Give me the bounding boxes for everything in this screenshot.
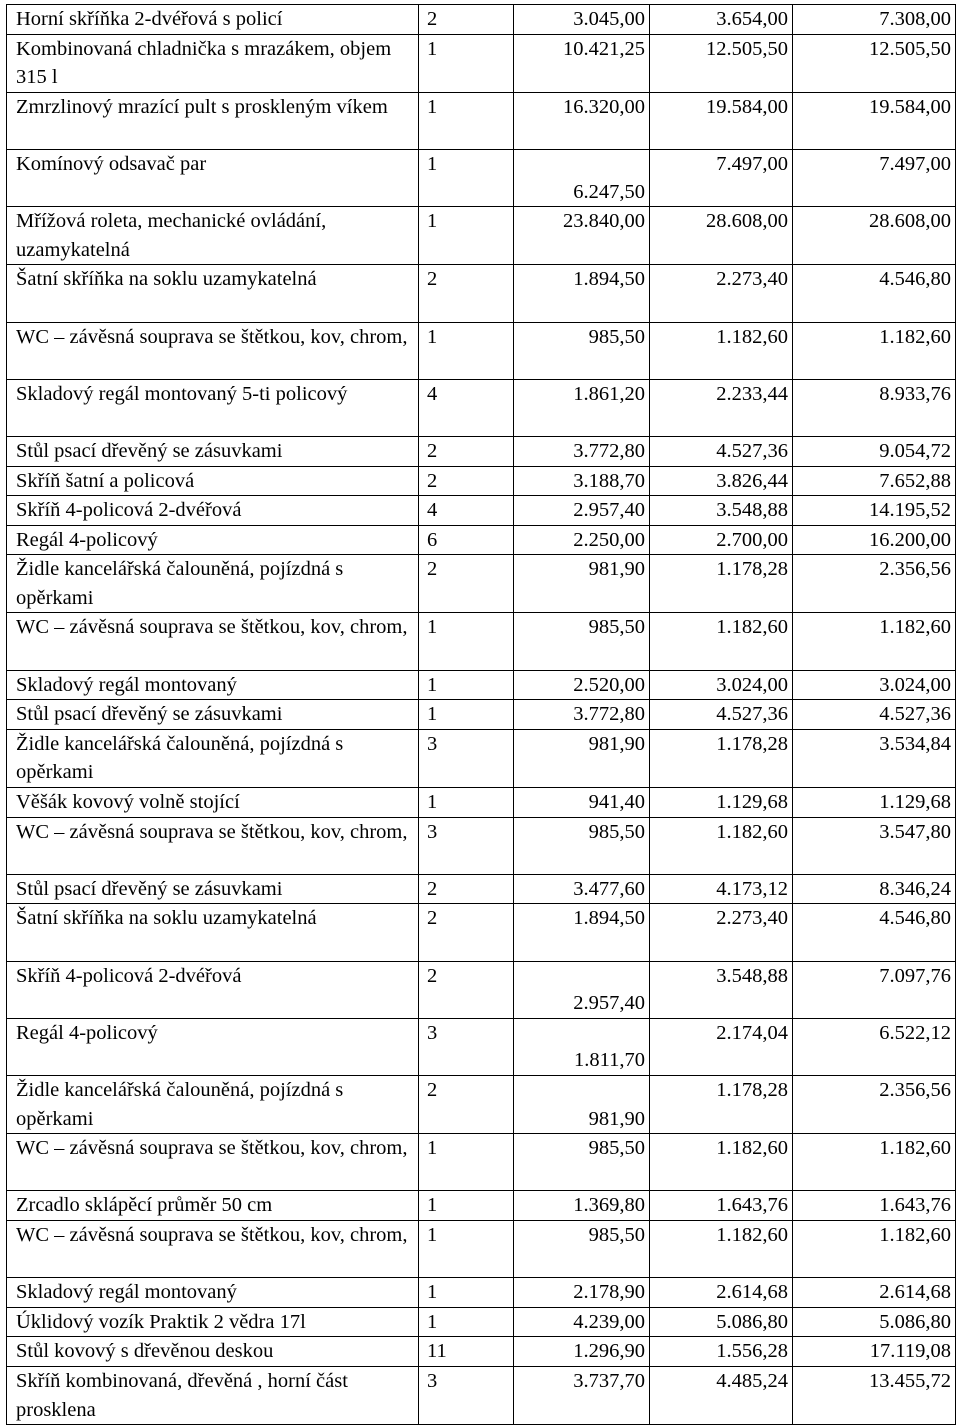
table-row (7, 265, 956, 322)
table-row (7, 525, 956, 555)
item-total-cell: 9.054,72 (793, 436, 956, 466)
item-unit-price-vat-cell: 12.505,50 (650, 34, 793, 92)
item-total-cell: 4.546,80 (793, 265, 956, 322)
item-total-cell: 4.527,36 (793, 700, 956, 730)
item-total-cell: 1.182,60 (793, 613, 956, 670)
item-name-cell: Šatní skříňka na soklu uzamykatelná (7, 904, 419, 961)
item-name-cell: Kombinovaná chladnička s mrazákem, objem 315 l (7, 34, 419, 92)
table-row (7, 92, 956, 149)
item-unit-price-cell: 16.320,00 (514, 92, 650, 149)
item-unit-price-cell: 3.772,80 (514, 436, 650, 466)
item-qty-cell: 2 (419, 904, 514, 961)
item-unit-price-cell: 2.520,00 (514, 670, 650, 700)
item-unit-price-vat-cell: 1.182,60 (650, 1220, 793, 1277)
item-qty-cell: 1 (419, 1278, 514, 1308)
item-total-cell: 14.195,52 (793, 496, 956, 526)
item-unit-price-cell: 1.369,80 (514, 1191, 650, 1221)
item-unit-price-cell: 1.811,70 (514, 1018, 650, 1075)
item-name-cell: WC – závěsná souprava se štětkou, kov, chrom, (7, 817, 419, 874)
item-name-cell: Regál 4-policový (7, 1018, 419, 1075)
item-unit-price-vat-cell: 5.086,80 (650, 1307, 793, 1337)
item-total-cell: 7.652,88 (793, 466, 956, 496)
item-unit-price-cell: 2.250,00 (514, 525, 650, 555)
item-total-cell: 19.584,00 (793, 92, 956, 149)
table-row (7, 670, 956, 700)
item-total-cell: 6.522,12 (793, 1018, 956, 1075)
table-row (7, 874, 956, 904)
item-unit-price-cell: 1.894,50 (514, 904, 650, 961)
table-row (7, 322, 956, 379)
item-unit-price-vat-cell: 1.182,60 (650, 613, 793, 670)
item-qty-cell: 2 (419, 466, 514, 496)
item-total-cell: 7.097,76 (793, 961, 956, 1018)
table-row (7, 700, 956, 730)
item-unit-price-cell: 985,50 (514, 1220, 650, 1277)
item-total-cell: 3.547,80 (793, 817, 956, 874)
item-name-cell: Horní skříňka 2-dvéřová s policí (7, 5, 419, 35)
item-unit-price-vat-cell: 1.129,68 (650, 788, 793, 818)
item-unit-price-cell: 1.861,20 (514, 379, 650, 436)
item-qty-cell: 1 (419, 34, 514, 92)
item-unit-price-cell: 3.188,70 (514, 466, 650, 496)
item-unit-price-vat-cell: 3.548,88 (650, 961, 793, 1018)
item-unit-price-cell: 981,90 (514, 555, 650, 613)
item-qty-cell: 4 (419, 379, 514, 436)
item-unit-price-cell: 1.296,90 (514, 1337, 650, 1367)
item-unit-price-vat-cell: 3.548,88 (650, 496, 793, 526)
item-name-cell: Stůl kovový s dřevěnou deskou (7, 1337, 419, 1367)
item-unit-price-vat-cell: 4.173,12 (650, 874, 793, 904)
table-row (7, 788, 956, 818)
item-name-cell: Úklidový vozík Praktik 2 vědra 17l (7, 1307, 419, 1337)
item-qty-cell: 11 (419, 1337, 514, 1367)
item-unit-price-cell: 3.477,60 (514, 874, 650, 904)
item-name-cell: Židle kancelářská čalouněná, pojízdná s opěrkami (7, 555, 419, 613)
item-name-cell: Skříň šatní a policová (7, 466, 419, 496)
item-unit-price-vat-cell: 7.497,00 (650, 149, 793, 206)
item-unit-price-vat-cell: 4.485,24 (650, 1366, 793, 1424)
item-qty-cell: 2 (419, 5, 514, 35)
item-qty-cell: 1 (419, 700, 514, 730)
table-row (7, 34, 956, 92)
item-name-cell: Stůl psací dřevěný se zásuvkami (7, 874, 419, 904)
item-unit-price-vat-cell: 19.584,00 (650, 92, 793, 149)
table-row (7, 1018, 956, 1075)
item-unit-price-cell: 23.840,00 (514, 207, 650, 265)
item-unit-price-cell: 2.178,90 (514, 1278, 650, 1308)
item-unit-price-vat-cell: 4.527,36 (650, 436, 793, 466)
table-row (7, 1278, 956, 1308)
table-row (7, 1075, 956, 1133)
item-unit-price-cell: 3.772,80 (514, 700, 650, 730)
item-name-cell: Stůl psací dřevěný se zásuvkami (7, 700, 419, 730)
item-unit-price-vat-cell: 1.182,60 (650, 817, 793, 874)
table-row (7, 613, 956, 670)
item-total-cell: 2.356,56 (793, 555, 956, 613)
table-row (7, 379, 956, 436)
item-name-cell: WC – závěsná souprava se štětkou, kov, chrom, (7, 322, 419, 379)
item-total-cell: 2.614,68 (793, 1278, 956, 1308)
item-qty-cell: 3 (419, 1018, 514, 1075)
table-row (7, 729, 956, 787)
item-qty-cell: 1 (419, 207, 514, 265)
items-table-body (7, 5, 956, 1425)
item-unit-price-cell: 981,90 (514, 729, 650, 787)
item-unit-price-cell: 6.247,50 (514, 149, 650, 206)
item-name-cell: WC – závěsná souprava se štětkou, kov, chrom, (7, 1134, 419, 1191)
item-name-cell: Skříň 4-policová 2-dvéřová (7, 496, 419, 526)
item-unit-price-cell: 3.045,00 (514, 5, 650, 35)
item-unit-price-vat-cell: 2.273,40 (650, 265, 793, 322)
item-total-cell: 1.643,76 (793, 1191, 956, 1221)
item-total-cell: 1.182,60 (793, 322, 956, 379)
item-unit-price-vat-cell: 2.614,68 (650, 1278, 793, 1308)
table-row (7, 1366, 956, 1424)
item-unit-price-cell: 3.737,70 (514, 1366, 650, 1424)
item-qty-cell: 1 (419, 613, 514, 670)
item-unit-price-vat-cell: 1.178,28 (650, 729, 793, 787)
item-total-cell: 12.505,50 (793, 34, 956, 92)
item-total-cell: 4.546,80 (793, 904, 956, 961)
item-unit-price-cell: 2.957,40 (514, 961, 650, 1018)
item-unit-price-vat-cell: 1.178,28 (650, 555, 793, 613)
item-name-cell: Mřížová roleta, mechanické ovládání, uzamykatelná (7, 207, 419, 265)
item-unit-price-vat-cell: 1.182,60 (650, 322, 793, 379)
item-unit-price-vat-cell: 1.182,60 (650, 1134, 793, 1191)
item-name-cell: Skladový regál montovaný 5-ti policový (7, 379, 419, 436)
item-total-cell: 3.534,84 (793, 729, 956, 787)
item-unit-price-vat-cell: 2.273,40 (650, 904, 793, 961)
item-qty-cell: 1 (419, 92, 514, 149)
item-unit-price-cell: 2.957,40 (514, 496, 650, 526)
item-unit-price-cell: 985,50 (514, 817, 650, 874)
table-row (7, 1220, 956, 1277)
item-qty-cell: 1 (419, 1220, 514, 1277)
item-name-cell: Věšák kovový volně stojící (7, 788, 419, 818)
item-unit-price-vat-cell: 2.700,00 (650, 525, 793, 555)
item-unit-price-cell: 4.239,00 (514, 1307, 650, 1337)
item-name-cell: WC – závěsná souprava se štětkou, kov, chrom, (7, 613, 419, 670)
item-unit-price-cell: 981,90 (514, 1075, 650, 1133)
item-total-cell: 13.455,72 (793, 1366, 956, 1424)
item-qty-cell: 3 (419, 729, 514, 787)
item-total-cell: 8.346,24 (793, 874, 956, 904)
item-unit-price-vat-cell: 1.556,28 (650, 1337, 793, 1367)
item-unit-price-vat-cell: 1.643,76 (650, 1191, 793, 1221)
table-row (7, 904, 956, 961)
item-name-cell: Židle kancelářská čalouněná, pojízdná s opěrkami (7, 729, 419, 787)
item-qty-cell: 1 (419, 670, 514, 700)
table-row (7, 961, 956, 1018)
table-row (7, 1307, 956, 1337)
item-unit-price-vat-cell: 28.608,00 (650, 207, 793, 265)
item-name-cell: Komínový odsavač par (7, 149, 419, 206)
item-qty-cell: 2 (419, 265, 514, 322)
item-qty-cell: 1 (419, 788, 514, 818)
item-qty-cell: 2 (419, 961, 514, 1018)
item-qty-cell: 1 (419, 1191, 514, 1221)
item-unit-price-vat-cell: 3.024,00 (650, 670, 793, 700)
table-row (7, 1191, 956, 1221)
item-qty-cell: 1 (419, 1134, 514, 1191)
table-row (7, 436, 956, 466)
table-row (7, 5, 956, 35)
item-unit-price-vat-cell: 2.174,04 (650, 1018, 793, 1075)
table-row (7, 555, 956, 613)
item-name-cell: Stůl psací dřevěný se zásuvkami (7, 436, 419, 466)
item-total-cell: 17.119,08 (793, 1337, 956, 1367)
item-name-cell: WC – závěsná souprava se štětkou, kov, chrom, (7, 1220, 419, 1277)
item-qty-cell: 2 (419, 436, 514, 466)
item-unit-price-cell: 1.894,50 (514, 265, 650, 322)
item-total-cell: 1.182,60 (793, 1134, 956, 1191)
item-unit-price-vat-cell: 4.527,36 (650, 700, 793, 730)
items-table (6, 4, 956, 1425)
table-row (7, 1134, 956, 1191)
item-name-cell: Židle kancelářská čalouněná, pojízdná s opěrkami (7, 1075, 419, 1133)
item-qty-cell: 1 (419, 149, 514, 206)
item-qty-cell: 2 (419, 555, 514, 613)
item-unit-price-vat-cell: 1.178,28 (650, 1075, 793, 1133)
item-total-cell: 3.024,00 (793, 670, 956, 700)
item-name-cell: Skladový regál montovaný (7, 670, 419, 700)
item-total-cell: 7.497,00 (793, 149, 956, 206)
item-unit-price-cell: 985,50 (514, 613, 650, 670)
item-qty-cell: 1 (419, 1307, 514, 1337)
item-name-cell: Zmrzlinový mrazící pult s proskleným víkem (7, 92, 419, 149)
item-qty-cell: 1 (419, 322, 514, 379)
item-unit-price-vat-cell: 2.233,44 (650, 379, 793, 436)
item-unit-price-cell: 10.421,25 (514, 34, 650, 92)
item-unit-price-vat-cell: 3.826,44 (650, 466, 793, 496)
item-qty-cell: 2 (419, 1075, 514, 1133)
item-name-cell: Zrcadlo sklápěcí průměr 50 cm (7, 1191, 419, 1221)
item-name-cell: Šatní skříňka na soklu uzamykatelná (7, 265, 419, 322)
item-name-cell: Skříň kombinovaná, dřevěná , horní část prosklena (7, 1366, 419, 1424)
item-unit-price-cell: 985,50 (514, 1134, 650, 1191)
item-total-cell: 8.933,76 (793, 379, 956, 436)
item-total-cell: 1.129,68 (793, 788, 956, 818)
item-name-cell: Regál 4-policový (7, 525, 419, 555)
item-name-cell: Skříň 4-policová 2-dvéřová (7, 961, 419, 1018)
item-total-cell: 16.200,00 (793, 525, 956, 555)
item-unit-price-cell: 985,50 (514, 322, 650, 379)
item-name-cell: Skladový regál montovaný (7, 1278, 419, 1308)
item-qty-cell: 2 (419, 874, 514, 904)
item-total-cell: 28.608,00 (793, 207, 956, 265)
item-total-cell: 5.086,80 (793, 1307, 956, 1337)
table-row (7, 817, 956, 874)
item-qty-cell: 4 (419, 496, 514, 526)
item-total-cell: 7.308,00 (793, 5, 956, 35)
table-row (7, 496, 956, 526)
item-qty-cell: 3 (419, 1366, 514, 1424)
item-qty-cell: 6 (419, 525, 514, 555)
item-unit-price-cell: 941,40 (514, 788, 650, 818)
table-row (7, 149, 956, 206)
table-row (7, 1337, 956, 1367)
table-row (7, 466, 956, 496)
table-row (7, 207, 956, 265)
item-unit-price-vat-cell: 3.654,00 (650, 5, 793, 35)
item-total-cell: 2.356,56 (793, 1075, 956, 1133)
item-total-cell: 1.182,60 (793, 1220, 956, 1277)
item-qty-cell: 3 (419, 817, 514, 874)
